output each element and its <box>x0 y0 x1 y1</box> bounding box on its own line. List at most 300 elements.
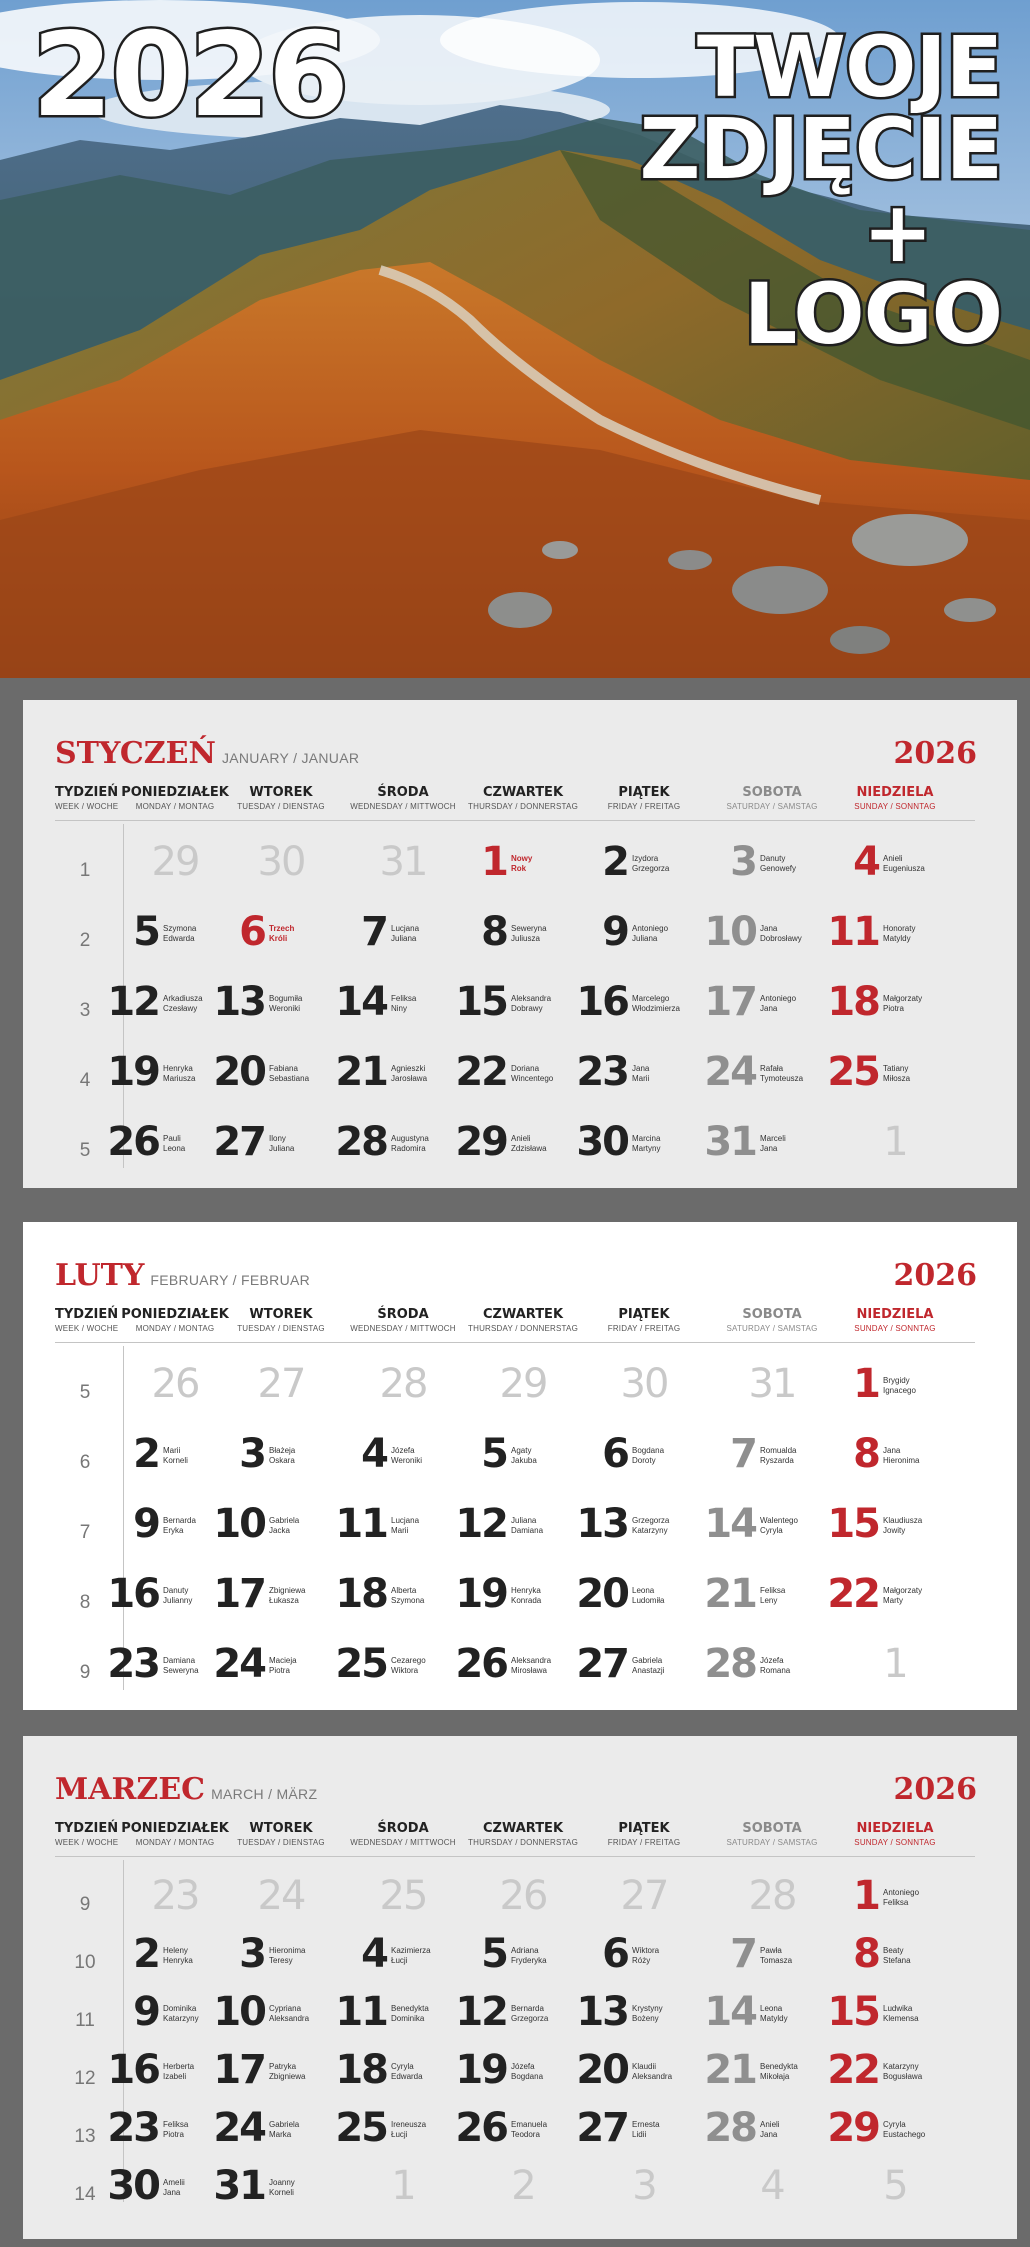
week-number: 9 <box>79 1894 91 1915</box>
day-number: 2 <box>511 2163 535 2209</box>
day-cell[interactable] <box>827 978 951 1034</box>
week-number: 10 <box>74 1952 96 1973</box>
week-number: 3 <box>79 1000 91 1021</box>
day-cell[interactable] <box>335 1118 459 1174</box>
name-day <box>511 1064 581 1084</box>
day-cell[interactable] <box>119 1360 231 1416</box>
name-day <box>511 1946 581 1966</box>
name-day-name: Bernarda <box>511 2004 544 2013</box>
day-cell[interactable] <box>455 2046 579 2102</box>
name-day-name: Wiktora <box>632 1946 660 1955</box>
day-number: 1 <box>853 1873 879 1919</box>
day-number: 4 <box>361 1431 387 1477</box>
day-number: 15 <box>827 1501 879 1547</box>
day-number: 21 <box>335 1049 387 1095</box>
weekday-translation: SUNDAY / SONNTAG <box>854 1324 936 1333</box>
day-cell[interactable] <box>576 1988 700 2044</box>
day-cell[interactable] <box>335 1640 459 1696</box>
day-cell[interactable] <box>225 908 337 964</box>
name-day-name: Feliksa <box>760 1586 786 1595</box>
day-cell[interactable] <box>704 1570 828 1626</box>
name-day <box>883 2004 953 2024</box>
day-cell[interactable] <box>839 1640 951 1696</box>
name-day <box>391 924 461 944</box>
weekday-translation: THURSDAY / DONNERSTAG <box>468 1838 578 1847</box>
name-day-name: Teodora <box>511 2130 540 2139</box>
name-day <box>632 2004 702 2024</box>
weekday-name: SOBOTA <box>742 1307 802 1322</box>
day-cell[interactable] <box>467 2162 579 2218</box>
day-number: 15 <box>827 1989 879 2035</box>
name-day-name: Stefana <box>883 1956 911 1965</box>
day-cell[interactable] <box>588 1360 700 1416</box>
day-cell[interactable] <box>335 1570 459 1626</box>
name-day-name: Mikołaja <box>760 2072 790 2081</box>
name-day-name: Heleny <box>163 1946 188 1955</box>
day-cell[interactable] <box>225 1430 337 1486</box>
weekday-header <box>608 1307 681 1333</box>
day-cell[interactable] <box>335 1988 459 2044</box>
day-number: 24 <box>257 1873 305 1919</box>
day-cell[interactable] <box>704 1988 828 2044</box>
day-cell[interactable] <box>213 2046 337 2102</box>
name-day <box>760 854 830 874</box>
day-cell[interactable] <box>588 1430 700 1486</box>
name-day <box>760 994 830 1014</box>
day-number: 28 <box>379 1361 427 1407</box>
name-day <box>760 1446 830 1466</box>
name-day-name: Króli <box>269 934 288 943</box>
day-number: 3 <box>239 1431 265 1477</box>
day-cell[interactable] <box>716 1360 828 1416</box>
month-title <box>55 1772 317 1807</box>
name-day-name: Jacka <box>269 1526 290 1535</box>
day-number: 23 <box>107 2105 159 2151</box>
day-cell[interactable] <box>119 1430 231 1486</box>
day-cell[interactable] <box>119 1872 231 1928</box>
name-day-name: Jowity <box>883 1526 906 1535</box>
month-subtitle: JANUARY / JANUAR <box>221 750 360 766</box>
day-number: 17 <box>213 1571 265 1617</box>
day-cell[interactable] <box>225 1930 337 1986</box>
day-cell[interactable] <box>335 978 459 1034</box>
weekday-translation: TUESDAY / DIENSTAG <box>237 802 325 811</box>
name-day-name: Doroty <box>632 1456 656 1465</box>
day-cell[interactable] <box>213 2104 337 2160</box>
day-cell[interactable] <box>335 2104 459 2160</box>
name-day <box>883 1446 953 1466</box>
day-cell[interactable] <box>119 1930 231 1986</box>
name-day-name: Aleksandra <box>632 2072 673 2081</box>
name-day-name: Korneli <box>163 1456 188 1465</box>
name-day-name: Marcelego <box>632 994 670 1003</box>
weekday-name: PONIEDZIAŁEK <box>121 785 229 800</box>
name-day-name: Jana <box>632 1064 650 1073</box>
week-number: 8 <box>79 1592 91 1613</box>
weekday-name: NIEDZIELA <box>856 1821 934 1836</box>
day-cell[interactable] <box>347 908 459 964</box>
day-cell[interactable] <box>467 1930 579 1986</box>
name-day <box>391 1134 461 1154</box>
weekday-translation: WEDNESDAY / MITTWOCH <box>350 1324 456 1333</box>
day-cell[interactable] <box>455 1570 579 1626</box>
day-cell[interactable] <box>588 838 700 894</box>
day-cell[interactable] <box>704 1048 828 1104</box>
name-day <box>760 1134 830 1154</box>
day-number: 7 <box>730 1931 756 1977</box>
day-cell[interactable] <box>467 1872 579 1928</box>
name-day <box>511 1586 581 1606</box>
day-cell[interactable] <box>347 1872 459 1928</box>
day-number: 4 <box>361 1931 387 1977</box>
week-column-header <box>55 785 118 811</box>
weekday-header <box>121 785 229 811</box>
name-day <box>883 1064 953 1084</box>
name-day-name: Zbigniewa <box>269 1586 306 1595</box>
weekday-name: CZWARTEK <box>482 1307 564 1322</box>
day-cell[interactable] <box>347 2162 459 2218</box>
day-cell[interactable] <box>347 1360 459 1416</box>
day-number: 27 <box>620 1873 668 1919</box>
day-number: 1 <box>883 1119 907 1165</box>
name-day-name: Oskara <box>269 1456 295 1465</box>
day-number: 5 <box>133 909 159 955</box>
name-day <box>269 2178 339 2198</box>
name-day-name: Eustachego <box>883 2130 926 2139</box>
weekday-name: NIEDZIELA <box>856 785 934 800</box>
name-day-name: Teresy <box>269 1956 293 1965</box>
day-cell[interactable] <box>576 1048 700 1104</box>
name-day <box>760 2004 830 2024</box>
month-subtitle: MARCH / MÄRZ <box>211 1786 318 1802</box>
day-cell[interactable] <box>716 1930 828 1986</box>
name-day-name: Anieli <box>511 1134 531 1143</box>
name-day-name: Edwarda <box>391 2072 423 2081</box>
day-cell[interactable] <box>576 978 700 1034</box>
day-cell[interactable] <box>576 2046 700 2102</box>
weekday-name: ŚRODA <box>377 1307 429 1322</box>
day-number: 28 <box>704 1641 756 1687</box>
name-day <box>511 1446 581 1466</box>
day-cell[interactable] <box>213 978 337 1034</box>
name-day <box>269 994 339 1014</box>
day-number: 11 <box>335 1501 387 1547</box>
day-number: 29 <box>499 1361 547 1407</box>
day-number: 20 <box>576 1571 628 1617</box>
name-day-name: Jana <box>760 924 778 933</box>
day-number: 5 <box>481 1431 507 1477</box>
day-number: 8 <box>853 1431 879 1477</box>
day-cell[interactable] <box>213 1048 337 1104</box>
name-day-name: Miłosza <box>883 1074 911 1083</box>
day-cell[interactable] <box>704 1118 828 1174</box>
day-cell[interactable] <box>467 1360 579 1416</box>
day-number: 30 <box>107 2163 159 2209</box>
header-year: 2026 <box>32 8 347 143</box>
day-cell[interactable] <box>588 908 700 964</box>
week-number: 9 <box>79 1662 91 1683</box>
name-day <box>760 1586 830 1606</box>
name-day-name: Czesławy <box>163 1004 198 1013</box>
day-number: 5 <box>883 2163 907 2209</box>
name-day-name: Dominika <box>391 2014 425 2023</box>
name-day-name: Juliusza <box>511 934 540 943</box>
weekday-header <box>854 1821 935 1847</box>
day-number: 24 <box>704 1049 756 1095</box>
week-number: 11 <box>75 2010 95 2031</box>
name-day-name: Bogdana <box>511 2072 544 2081</box>
day-cell[interactable] <box>716 2162 828 2218</box>
name-day-name: Marceli <box>760 1134 786 1143</box>
name-day-name: Niny <box>391 1004 408 1013</box>
name-day <box>511 1656 581 1676</box>
day-cell[interactable] <box>839 2162 951 2218</box>
name-day-name: Romana <box>760 1666 791 1675</box>
week-label: TYDZIEŃ <box>55 1307 119 1322</box>
name-day-name: Seweryna <box>163 1666 199 1675</box>
week-number: 5 <box>79 1382 91 1403</box>
day-cell[interactable] <box>716 1872 828 1928</box>
name-day <box>511 854 581 874</box>
weekday-translation: MONDAY / MONTAG <box>135 802 215 811</box>
day-cell[interactable] <box>347 838 459 894</box>
day-cell[interactable] <box>704 1500 828 1556</box>
day-number: 13 <box>213 979 265 1025</box>
day-cell[interactable] <box>839 1930 951 1986</box>
weekday-name: PONIEDZIAŁEK <box>121 1821 229 1836</box>
day-cell[interactable] <box>467 908 579 964</box>
day-cell[interactable] <box>839 1118 951 1174</box>
day-cell[interactable] <box>119 908 231 964</box>
day-cell[interactable] <box>588 1930 700 1986</box>
day-cell[interactable] <box>827 1048 951 1104</box>
day-cell[interactable] <box>839 1872 951 1928</box>
week-column-header <box>55 1821 118 1847</box>
day-number: 31 <box>704 1119 756 1165</box>
day-number: 9 <box>602 909 628 955</box>
name-day-name: Piotra <box>269 1666 290 1675</box>
name-day <box>511 2004 581 2024</box>
day-number: 25 <box>827 1049 879 1095</box>
day-number: 12 <box>455 1989 507 2035</box>
name-day-name: Juliana <box>269 1144 295 1153</box>
day-cell[interactable] <box>225 838 337 894</box>
day-number: 6 <box>602 1431 628 1477</box>
day-number: 16 <box>576 979 628 1025</box>
day-cell[interactable] <box>225 1360 337 1416</box>
week-label-translation: WEEK / WOCHE <box>55 1838 119 1847</box>
name-day <box>391 994 461 1014</box>
day-number: 26 <box>499 1873 547 1919</box>
day-cell[interactable] <box>213 1640 337 1696</box>
day-cell[interactable] <box>827 1988 951 2044</box>
day-number: 7 <box>730 1431 756 1477</box>
name-day-name: Piotra <box>163 2130 184 2139</box>
day-cell[interactable] <box>704 2104 828 2160</box>
day-number: 1 <box>853 1361 879 1407</box>
day-cell[interactable] <box>827 1570 951 1626</box>
name-day <box>269 2062 339 2082</box>
name-day-name: Joanny <box>269 2178 295 2187</box>
week-column-header <box>55 1307 118 1333</box>
name-day-name: Agaty <box>511 1446 532 1455</box>
name-day-name: Arkadiusza <box>163 994 203 1003</box>
name-day <box>760 1946 830 1966</box>
day-number: 12 <box>107 979 159 1025</box>
name-day-name: Patryka <box>269 2062 297 2071</box>
name-day <box>632 1134 702 1154</box>
day-cell[interactable] <box>576 2104 700 2160</box>
day-cell[interactable] <box>213 1988 337 2044</box>
day-number: 23 <box>576 1049 628 1095</box>
day-cell[interactable] <box>827 908 951 964</box>
day-cell[interactable] <box>455 1988 579 2044</box>
name-day-name: Ernesta <box>632 2120 660 2129</box>
weekday-header <box>854 1307 935 1333</box>
day-cell[interactable] <box>588 1872 700 1928</box>
day-cell[interactable] <box>335 1500 459 1556</box>
day-cell[interactable] <box>335 2046 459 2102</box>
name-day-name: Nowy <box>511 854 533 863</box>
name-day-name: Henryka <box>511 1586 541 1595</box>
day-cell[interactable] <box>347 1930 459 1986</box>
weekday-translation: THURSDAY / DONNERSTAG <box>468 802 578 811</box>
name-day <box>632 994 702 1014</box>
name-day-name: Julianny <box>163 1596 193 1605</box>
day-number: 27 <box>576 2105 628 2151</box>
name-day-name: Eugeniusza <box>883 864 925 873</box>
month-panel <box>23 1222 1017 1710</box>
name-day-name: Klaudii <box>632 2062 657 2071</box>
day-cell[interactable] <box>576 1570 700 1626</box>
day-cell[interactable] <box>213 1570 337 1626</box>
day-cell[interactable] <box>455 1048 579 1104</box>
name-day-name: Aleksandra <box>511 994 552 1003</box>
day-cell[interactable] <box>588 2162 700 2218</box>
name-day-name: Rok <box>511 864 527 873</box>
day-number: 1 <box>391 2163 415 2209</box>
day-cell[interactable] <box>455 2104 579 2160</box>
name-day-name: Marcina <box>632 1134 661 1143</box>
name-day-name: Leona <box>163 1144 186 1153</box>
name-day-name: Mariusza <box>163 1074 196 1083</box>
name-day-name: Błażeja <box>269 1446 296 1455</box>
name-day <box>391 1946 461 1966</box>
day-number: 18 <box>335 1571 387 1617</box>
day-number: 4 <box>853 839 879 885</box>
day-cell[interactable] <box>335 1048 459 1104</box>
day-cell[interactable] <box>704 978 828 1034</box>
day-cell[interactable] <box>827 2046 951 2102</box>
weekday-name: PIĄTEK <box>618 1307 670 1322</box>
day-number: 27 <box>257 1361 305 1407</box>
day-number: 8 <box>481 909 507 955</box>
name-day-name: Genowefy <box>760 864 797 873</box>
day-cell[interactable] <box>347 1430 459 1486</box>
day-cell[interactable] <box>213 1118 337 1174</box>
name-day-name: Feliksa <box>391 994 417 1003</box>
day-cell[interactable] <box>716 1430 828 1486</box>
day-cell[interactable] <box>213 2162 337 2218</box>
day-cell[interactable] <box>225 1872 337 1928</box>
weekday-header <box>726 1307 817 1333</box>
day-number: 29 <box>455 1119 507 1165</box>
name-day <box>632 1516 702 1536</box>
name-day <box>391 1656 461 1676</box>
day-number: 20 <box>576 2047 628 2093</box>
name-day-name: Jana <box>760 1144 778 1153</box>
day-cell[interactable] <box>827 2104 951 2160</box>
weekday-name: CZWARTEK <box>482 1821 564 1836</box>
weekday-name: WTOREK <box>249 1307 313 1322</box>
week-number: 7 <box>79 1522 91 1543</box>
day-cell[interactable] <box>455 978 579 1034</box>
day-cell[interactable] <box>576 1500 700 1556</box>
day-number: 3 <box>239 1931 265 1977</box>
name-day <box>883 1946 953 1966</box>
month-subtitle: FEBRUARY / FEBRUAR <box>150 1272 311 1288</box>
day-cell[interactable] <box>213 1500 337 1556</box>
day-number: 2 <box>133 1931 159 1977</box>
day-cell[interactable] <box>704 1640 828 1696</box>
day-cell[interactable] <box>467 1430 579 1486</box>
name-day <box>883 994 953 1014</box>
name-day-name: Cezarego <box>391 1656 426 1665</box>
day-cell[interactable] <box>839 1360 951 1416</box>
name-day-name: Cyryla <box>391 2062 414 2071</box>
week-number: 1 <box>79 860 91 881</box>
day-cell[interactable] <box>455 1640 579 1696</box>
name-day-name: Cypriana <box>269 2004 302 2013</box>
day-cell[interactable] <box>704 908 828 964</box>
name-day-name: Katarzyny <box>632 1526 668 1535</box>
name-day-name: Leona <box>760 2004 783 2013</box>
day-cell[interactable] <box>455 1118 579 1174</box>
name-day-name: Antoniego <box>760 994 797 1003</box>
day-cell[interactable] <box>839 1430 951 1486</box>
day-cell[interactable] <box>716 838 828 894</box>
day-cell[interactable] <box>576 1118 700 1174</box>
day-number: 21 <box>704 1571 756 1617</box>
name-day <box>760 1656 830 1676</box>
day-number: 22 <box>455 1049 507 1095</box>
name-day <box>632 1064 702 1084</box>
weekday-header <box>350 1821 455 1847</box>
day-cell[interactable] <box>839 838 951 894</box>
day-number: 18 <box>827 979 879 1025</box>
day-number: 19 <box>455 1571 507 1617</box>
day-cell[interactable] <box>467 838 579 894</box>
day-number: 6 <box>602 1931 628 1977</box>
name-day-name: Anastazji <box>632 1666 665 1675</box>
name-day <box>269 924 339 944</box>
day-cell[interactable] <box>119 838 231 894</box>
name-day-name: Klaudiusza <box>883 1516 923 1525</box>
month-year: 2026 <box>893 736 977 771</box>
name-day-name: Wincentego <box>511 1074 554 1083</box>
name-day-name: Honoraty <box>883 924 916 933</box>
day-cell[interactable] <box>827 1500 951 1556</box>
day-number: 7 <box>361 909 387 955</box>
day-cell[interactable] <box>704 2046 828 2102</box>
day-number: 27 <box>213 1119 265 1165</box>
day-number: 15 <box>455 979 507 1025</box>
day-number: 3 <box>632 2163 656 2209</box>
day-number: 1 <box>883 1641 907 1687</box>
day-cell[interactable] <box>455 1500 579 1556</box>
name-day-name: Grzegorza <box>632 864 670 873</box>
day-cell[interactable] <box>576 1640 700 1696</box>
